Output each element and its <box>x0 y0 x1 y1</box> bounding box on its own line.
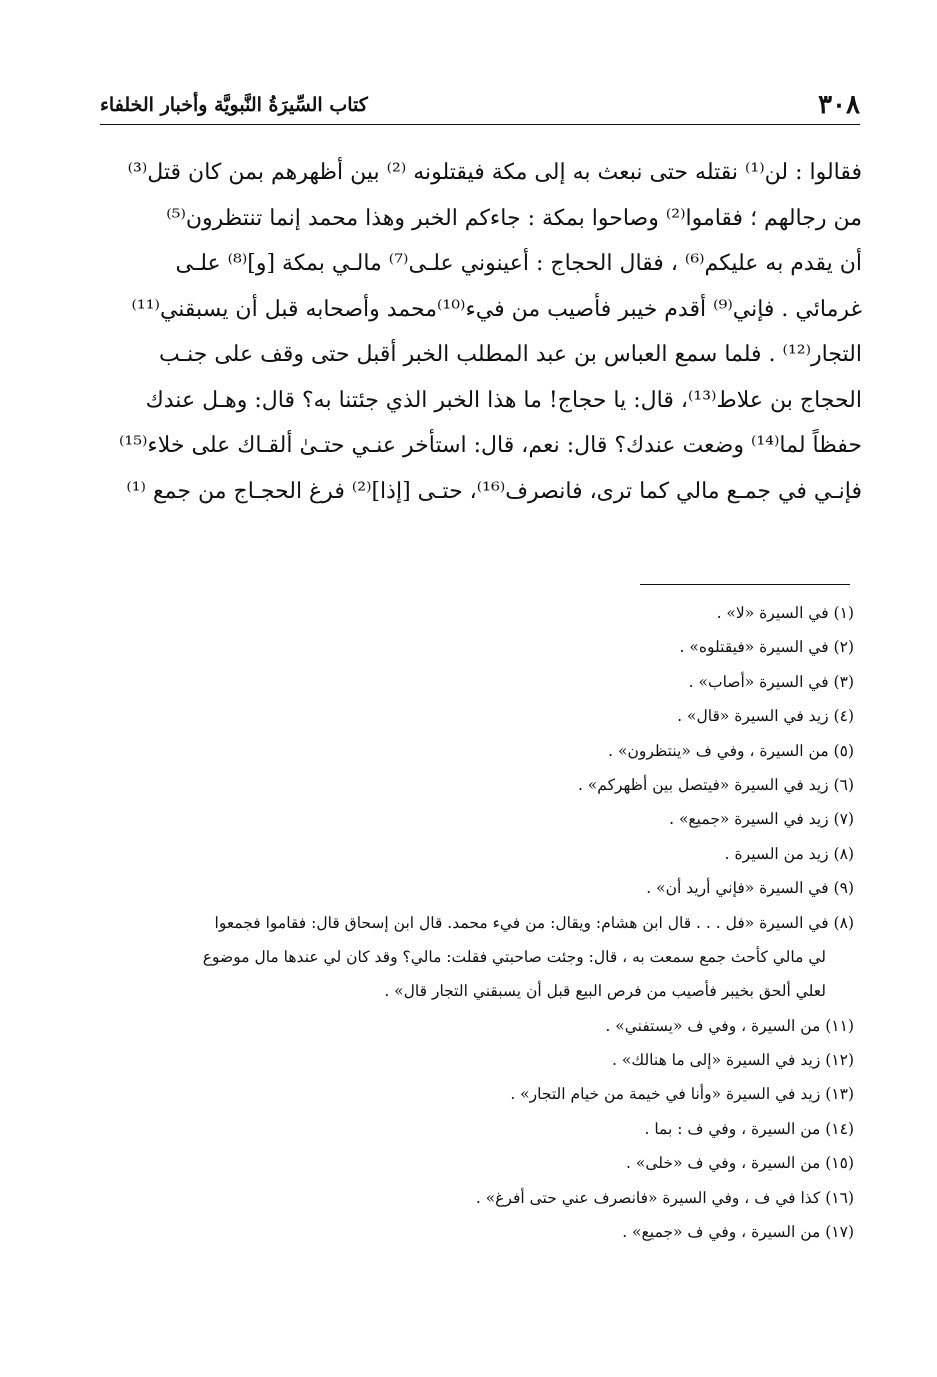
text-line: الحجاج بن علاط⁽¹³⁾، قال: يا حجاج! ما هذا الخبر الذي جئتنا به؟ قال: وهـل عندك <box>145 387 862 413</box>
footnote: (٢) في السيرة «فيقتلوه» . <box>679 638 854 657</box>
footnotes <box>98 596 854 1249</box>
page-number: ٣٠٨ <box>818 90 860 120</box>
text-line: فإنـي في جمـع مالي كما ترى، فانصرف⁽¹⁶⁾، حتـى [إذا]⁽²⁾ فرغ الحجـاج من جمع ⁽¹⁾ <box>126 478 862 504</box>
footnote: (٩) في السيرة «فإني أريد أن» . <box>646 879 854 898</box>
text-line: فقالوا : لن⁽¹⁾ نقتله حتى نبعث به إلى مكة فيقتلونه ⁽²⁾ بين أظهرهم بمن كان قتل⁽³⁾ <box>127 160 862 185</box>
main-text <box>98 150 862 514</box>
footnote: (٤) زيد في السيرة «قال» . <box>677 707 854 726</box>
footnote: (٥) من السيرة ، وفي ف «ينتظرون» . <box>608 741 854 760</box>
text-line: التجار⁽¹²⁾ . فلما سمع العباس بن عبد المطلب الخبر أقبل حتى وقف على جنـب <box>159 342 862 367</box>
footnote: (١٥) من السيرة ، وفي ف «خلى» . <box>626 1154 854 1173</box>
footnote: (٦) زيد في السيرة «فيتصل بين أظهركم» . <box>577 775 854 794</box>
footnote: (١٢) زيد في السيرة «إلى ما هنالك» . <box>612 1051 854 1070</box>
running-header <box>100 80 860 120</box>
footnote: (٧) زيد في السيرة «جميع» . <box>669 810 854 829</box>
text-line: غرمائي . فإني⁽⁹⁾ أقدم خيبر فأصيب من فيء⁽¹⁰⁾محمد وأصحابه قبل أن يسبقني⁽¹¹⁾ <box>131 296 862 322</box>
footnote-continuation: لعلي ألحق بخيبر فأصيب من فرص البيع قبل أن يسبقني التجار قال» . <box>384 982 826 1001</box>
footnote: (١٧) من السيرة ، وفي ف «جميع» . <box>622 1223 854 1242</box>
footnote: (١٦) كذا في ف ، وفي السيرة «فانصرف عني حتى أفرغ» . <box>475 1188 854 1207</box>
header-rule <box>100 124 860 125</box>
footnote-separator <box>640 584 850 585</box>
text-line: من رجالهم ؛ فقاموا⁽²⁾ وصاحوا بمكة : جاءكم الخبر وهذا محمد إنما تنتظرون⁽⁵⁾ <box>166 205 862 231</box>
footnote: (١) في السيرة «لا» . <box>716 604 854 622</box>
footnote: (٨) في السيرة «فل . . . قال ابن هشام: ويقال: من فيء محمد. قال ابن إسحاق قال: فقاموا فجمعوا <box>214 913 854 932</box>
book-title: كتاب السِّيرَةُ النَّبويَّة وأخبار الخلفاء <box>100 94 368 116</box>
footnote: (١٤) من السيرة ، وفي ف : بما . <box>644 1119 854 1138</box>
text-line: حفظاً لما⁽¹⁴⁾ وضعت عندك؟ قال: نعم، قال: استأخر عنـي حتـىٰ ألقـاك على خلاء⁽¹⁵⁾ <box>118 433 862 458</box>
footnote: (١٣) زيد في السيرة «وأنا في خيمة من خيام التجار» . <box>510 1085 854 1104</box>
footnote: (١١) من السيرة ، وفي ف «يستفني» . <box>605 1016 854 1035</box>
footnote: (٣) في السيرة «أصاب» . <box>688 672 854 691</box>
text-line: أن يقدم به عليكم⁽⁶⁾ ، فقال الحجاج : أعينوني علـى⁽⁷⁾ مالـي بمكة [و]⁽⁸⁾ علـى <box>175 251 862 276</box>
footnote-continuation: لي مالي كأحث جمع سمعت به ، قال: وجئت صاحبتي فقلت: مالي؟ وقد كان لي عندها مال موضوع <box>202 947 826 966</box>
footnote: (٨) زيد من السيرة . <box>724 844 854 863</box>
